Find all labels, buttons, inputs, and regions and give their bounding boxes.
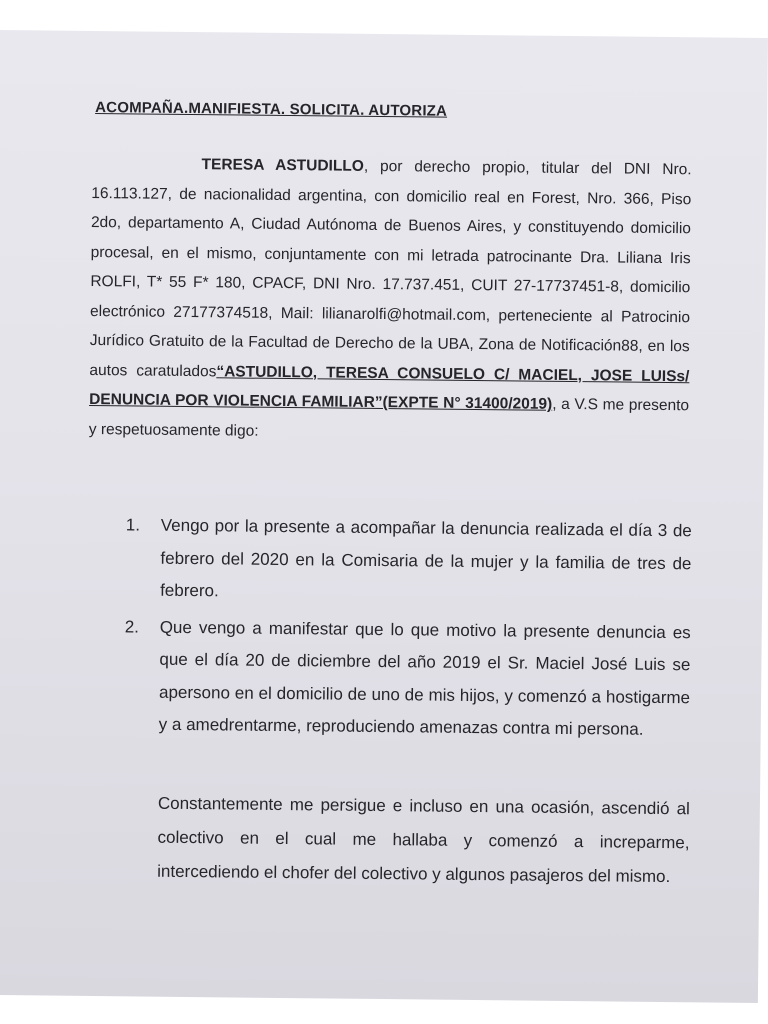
item-number: 2.	[124, 616, 140, 636]
petitioner-name: TERESA ASTUDILLO	[201, 156, 364, 175]
intro-text: , por derecho propio, titular del DNI Nro. 16.113.127, de nacionalidad argentina, con domicilio real en Forest, Nro. 366, Piso 2do, departamento A, Ciudad Autónoma de Buenos Aires, y constituyendo domicilio procesal, en el mismo, conjuntamente con mi letrada patrocinante Dra. Liliana Iris ROLFI, T* 55 F* 180, CPACF, DNI Nro. 17.737.451, CUIT 27-17737451-8, domicilio electrónico 27177374518, Mail: lilianarolfi@hotmail.com, perteneciente al Patrocinio Jurídico Gratuito de la Facultad de Derecho de la UBA, Zona de Notificación88, en los autos caratulados	[89, 157, 692, 380]
item-text: Que vengo a manifestar que lo que motivo la presente denuncia es que el día 20 de diciembre del año 2019 el Sr. Maciel José Luis se apersono en el domicilio de uno de mis hijos, y comenzó a hostigarme y a amedrentarme, reproduciendo amenazas contra mi persona.	[158, 617, 691, 739]
list-item	[125, 509, 692, 612]
item-number: 1.	[125, 515, 141, 535]
intro-closing: , a V.S me presento y respetuosamente digo:	[88, 395, 690, 440]
item-text: Vengo por la presente a acompañar la denuncia realizada el día 3 de febrero del 2020 en la Comisaria de la mujer y la familia de tres de febrero.	[160, 515, 692, 601]
list-item	[124, 611, 691, 747]
document-page	[0, 30, 768, 1003]
intro-paragraph	[89, 149, 692, 450]
continuation-paragraph: Constantemente me persigue e incluso en una ocasión, ascendió al colectivo en el cual me hallaba y comenzó a increparme, intercediendo el chofer del colectivo y algunos pasajeros del mismo.	[157, 793, 690, 887]
case-caption: “ASTUDILLO, TERESA CONSUELO C/ MACIEL, JOSE LUISs/ DENUNCIA POR VIOLENCIA FAMILIAR”(EXPTE N° 31400/2019)	[89, 362, 690, 413]
document-title: ACOMPAÑA.MANIFIESTA. SOLICITA. AUTORIZA	[95, 99, 448, 120]
numbered-list	[124, 509, 692, 750]
